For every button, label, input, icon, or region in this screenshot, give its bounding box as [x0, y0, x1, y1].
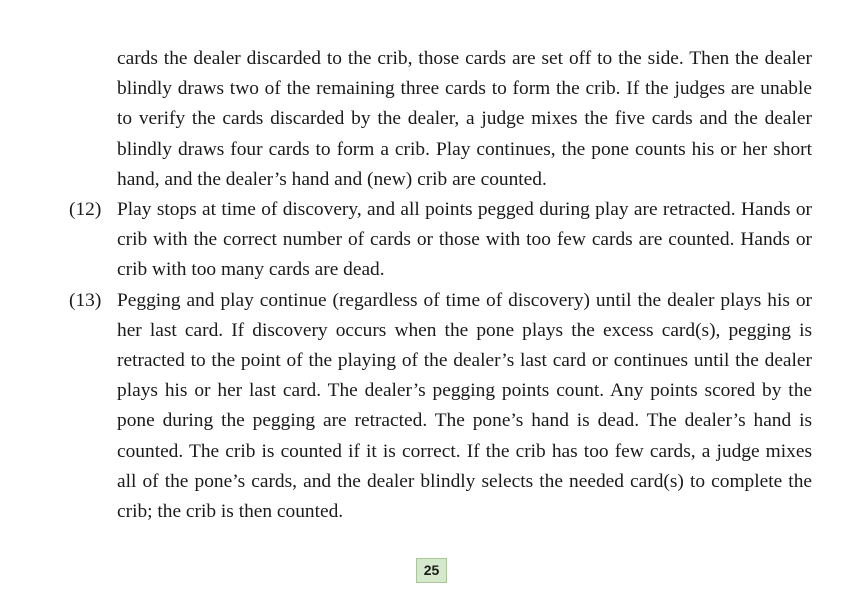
paragraph-text: Pegging and play continue (regardless of time of discovery) until the dealer plays his or her last card. If discovery occurs when the pone plays the excess card(s), pegging is retracted to the point of the playing of the dealer’s last card or continues until the dealer plays his or her last card. The dealer’s pegging points count. Any points scored by the pone during the pegging are retracted. The pone’s hand is dead. The dealer’s hand is counted. The crib is counted if it is correct. If the crib has too few cards, a judge mixes all of the pone’s cards, and the dealer blindly selects the needed card(s) to complete the crib; the crib is then counted.: [117, 289, 812, 523]
page-number: 25: [416, 558, 447, 583]
list-item-13: [69, 286, 812, 528]
list-item-number: (13): [69, 289, 102, 311]
paragraph-text: Play stops at time of discovery, and all points pegged during play are retracted. Hands or crib with the correct number of cards or those with too few cards are counted. Hands or crib with too many cards are dead.: [117, 199, 812, 281]
paragraph-text: cards the dealer discarded to the crib, those cards are set off to the side. Then the dealer blindly draws two of the remaining three cards to form the crib. If the judges are unable to verify the cards discarded by the dealer, a judge mixes the five cards and the dealer blindly draws four cards to form a crib. Play continues, the pone counts his or her short hand, and the dealer’s hand and (new) crib are counted.: [117, 48, 812, 190]
paragraph-continuation: [117, 44, 812, 195]
list-item-number: (12): [69, 199, 102, 221]
body-text: [69, 44, 812, 527]
list-item-12: [69, 195, 812, 286]
